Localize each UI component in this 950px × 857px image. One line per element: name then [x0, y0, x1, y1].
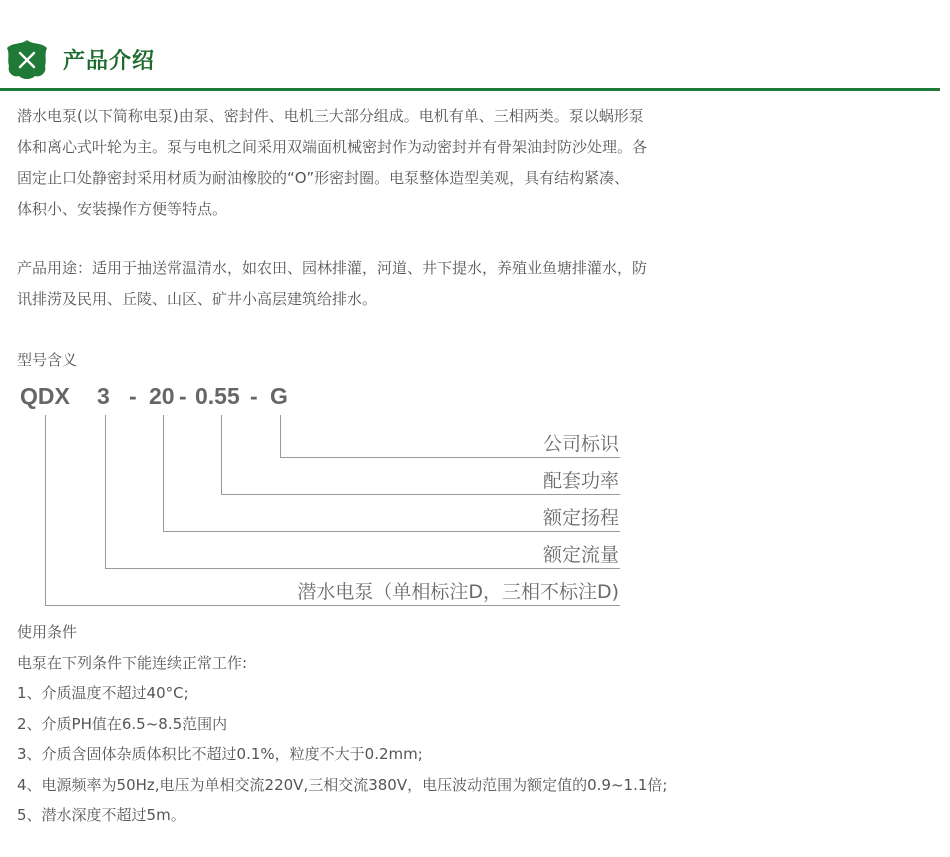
leader-line-company [280, 457, 620, 458]
model-meaning-label: 型号含义 [17, 351, 78, 369]
conditions-title: 使用条件 [17, 623, 78, 641]
meaning-head: 额定扬程 [542, 507, 619, 529]
leader-line-power [221, 415, 222, 495]
condition-item: 2、介质PH值在6.5~8.5范围内 [17, 714, 228, 733]
intro-line: 固定止口处静密封采用材质为耐油橡胶的“O”形密封圈。电泵整体造型美观，具有结构紧凑、 [17, 169, 630, 187]
leader-line-series [45, 605, 620, 606]
usage-line: 讯排涝及民用、丘陵、山区、矿井小高层建筑给排水。 [17, 290, 378, 308]
meaning-power: 配套功率 [542, 470, 619, 492]
page-title: 产品介绍 [63, 49, 156, 74]
code-part-dash: - [250, 383, 258, 409]
header-divider [0, 88, 940, 91]
code-part-dash: - [179, 383, 187, 409]
model-code-diagram [0, 375, 640, 615]
leader-line-company [280, 415, 281, 458]
condition-item: 1、介质温度不超过40°C; [17, 684, 189, 702]
leader-line-power [221, 494, 620, 495]
usage-paragraph [17, 253, 707, 315]
leader-line-head [163, 531, 620, 532]
code-part-company: G [270, 383, 288, 409]
code-part-flow: 3 [97, 383, 110, 409]
leader-line-series [45, 415, 46, 606]
usage-conditions [17, 617, 737, 831]
section-header [0, 0, 950, 92]
condition-item: 3、介质含固体杂质体积比不超过0.1%，粒度不大于0.2mm; [17, 745, 423, 763]
leaf-badge-icon [6, 39, 48, 81]
meaning-flow: 额定流量 [542, 544, 619, 566]
code-part-series: QDX [20, 383, 70, 409]
code-part-power: 0.55 [195, 383, 240, 409]
meaning-company: 公司标识 [542, 433, 619, 455]
usage-line: 产品用途：适用于抽送常温清水，如农田、园林排灌，河道、井下提水，养殖业鱼塘排灌水，防 [17, 259, 648, 277]
intro-line: 体和离心式叶轮为主。泵与电机之间采用双端面机械密封作为动密封并有骨架油封防沙处理。各 [17, 138, 648, 156]
leader-line-flow [105, 568, 620, 569]
intro-line: 潜水电泵(以下简称电泵)由泵、密封件、电机三大部分组成。电机有单、三相两类。泵以蜗形泵 [17, 107, 644, 125]
condition-item: 4、电源频率为50Hz,电压为单相交流220V,三相交流380V，电压波动范围为额定值的0.9~1.1倍; [17, 775, 668, 794]
meaning-series: 潜水电泵（单相标注D，三相不标注D) [297, 581, 619, 603]
code-part-head: 20 [149, 383, 175, 409]
leader-line-flow [105, 415, 106, 569]
intro-line: 体积小、安装操作方便等特点。 [17, 200, 228, 218]
condition-item: 5、潜水深度不超过5m。 [17, 806, 186, 824]
code-part-dash: - [129, 383, 137, 409]
conditions-lead: 电泵在下列条件下能连续正常工作: [17, 653, 248, 672]
leader-line-head [163, 415, 164, 532]
intro-paragraph [17, 101, 707, 225]
